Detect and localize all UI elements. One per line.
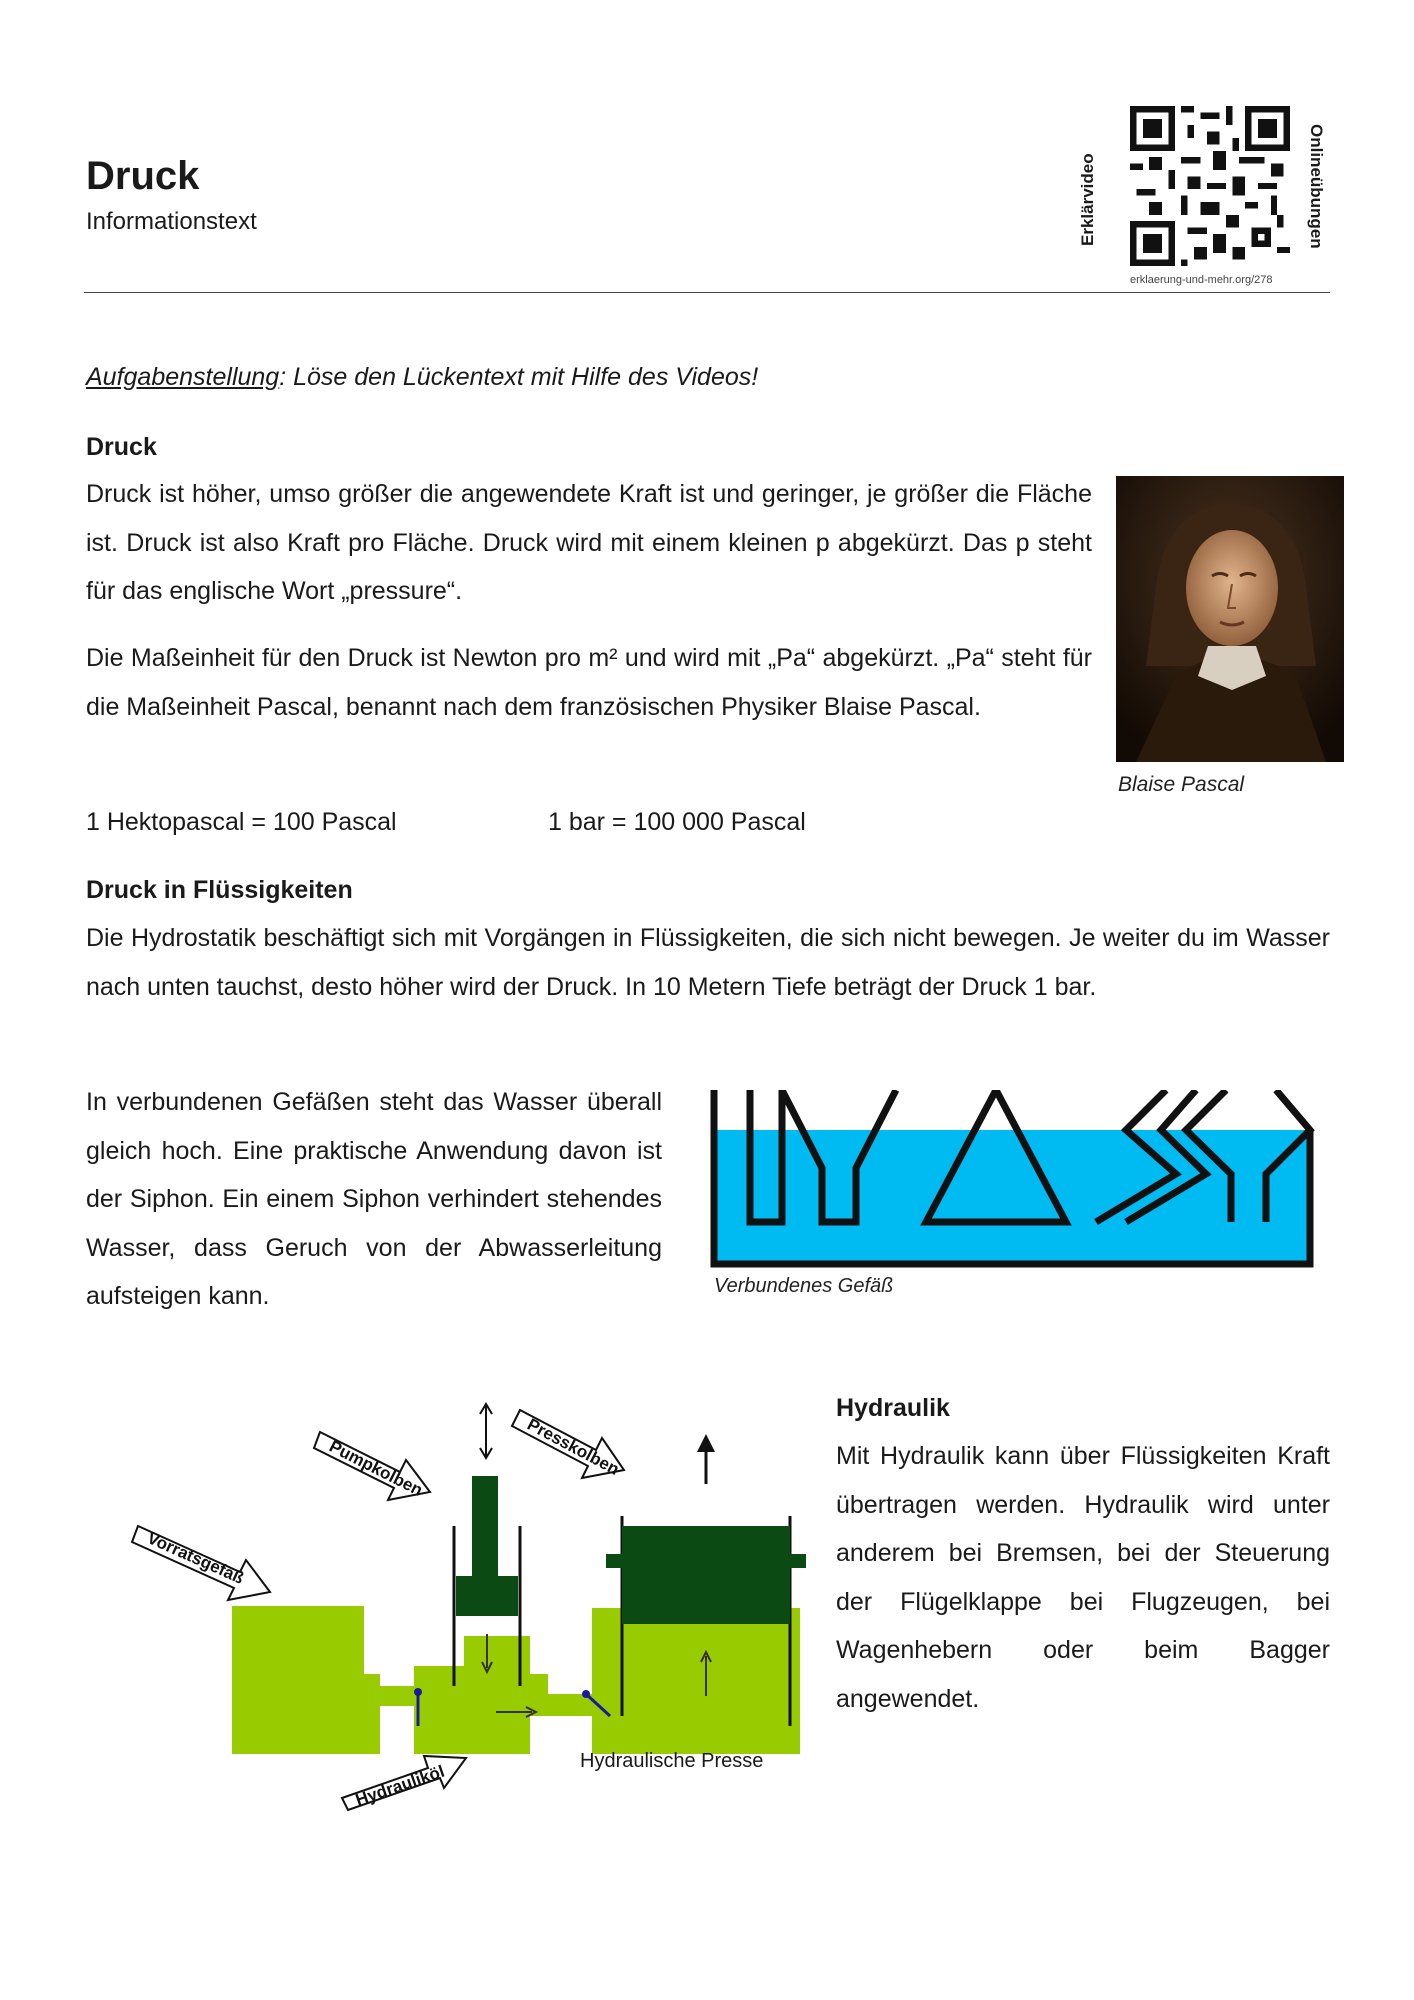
section-heading-druck: Druck [86,433,157,461]
qr-url[interactable]: erklaerung-und-mehr.org/278 [1130,274,1273,286]
fluids-paragraph-1: Die Hydrostatik beschäftigt sich mit Vorgängen in Flüssigkeiten, die sich nicht bewegen. Je weiter du im Wasser nach unten tauchst, desto höher wird der Druck. In 10 Metern Tiefe beträgt der Druck 1 bar. [86,924,1330,1001]
label-hydraulikoel: Hydrauliköl [353,1761,447,1810]
vessel-caption: Verbundenes Gefäß [714,1275,894,1297]
portrait-image [1116,476,1344,762]
fluids-paragraph-2: In verbundenen Gefäßen steht das Wasser überall gleich hoch. Eine praktische Anwendung davon ist der Siphon. Ein einem Siphon verhindert stehendes Wasser, dass Geruch von der Abwasserleitung aufsteigen kann. [86,1088,662,1310]
task-instruction [86,363,758,392]
hydraulik-paragraph: Mit Hydraulik kann über Flüssigkeiten Kraft übertragen werden. Hydraulik wird unter anderem bei Bremsen, bei der Steuerung der Flügelklappe bei Flugzeugen, bei Wagenhebern oder beim Bagger angewendet. [836,1442,1330,1713]
task-text: : Löse den Lückentext mit Hilfe des Videos! [279,363,759,391]
druck-paragraph-2: Die Maßeinheit für den Druck ist Newton pro m² und wird mit „Pa“ abgekürzt. „Pa“ steht für die Maßeinheit Pascal, benannt nach dem französischen Physiker Blaise Pascal. [86,644,1092,721]
qr-video-label: Erklärvideo [1078,153,1097,246]
task-label: Aufgabenstellung [86,363,280,391]
portrait-caption: Blaise Pascal [1118,773,1245,796]
section-heading-hydraulik: Hydraulik [836,1394,950,1422]
header-divider [84,292,1330,293]
page-title: Druck [86,154,200,198]
qr-exercises-label: Onlineübungen [1307,124,1326,249]
label-pumpkolben: Pumpkolben [326,1436,426,1500]
press-caption: Hydraulische Presse [580,1750,764,1772]
section-heading-fluessigkeiten: Druck in Flüssigkeiten [86,876,353,904]
druck-paragraph-1: Druck ist höher, umso größer die angewendete Kraft ist und geringer, je größer die Fläche ist. Druck ist also Kraft pro Fläche. Druck wird mit einem kleinen p abgekürzt. Das p steht für das englische Wort „pressure“. [86,480,1092,605]
unit-bar: 1 bar = 100 000 Pascal [548,808,806,836]
qr-code[interactable] [1130,106,1290,266]
qr-code-icon [1130,106,1290,266]
page-subtitle: Informationstext [86,208,257,235]
unit-hektopascal: 1 Hektopascal = 100 Pascal [86,808,397,836]
connected-vessels-illustration [706,1090,1326,1270]
label-presskolben: Presskolben [524,1414,623,1479]
blaise-pascal-portrait [1116,476,1344,762]
label-vorratsgefaess: Vorratsgefäß [144,1528,247,1588]
connected-vessels-diagram [706,1090,1326,1270]
